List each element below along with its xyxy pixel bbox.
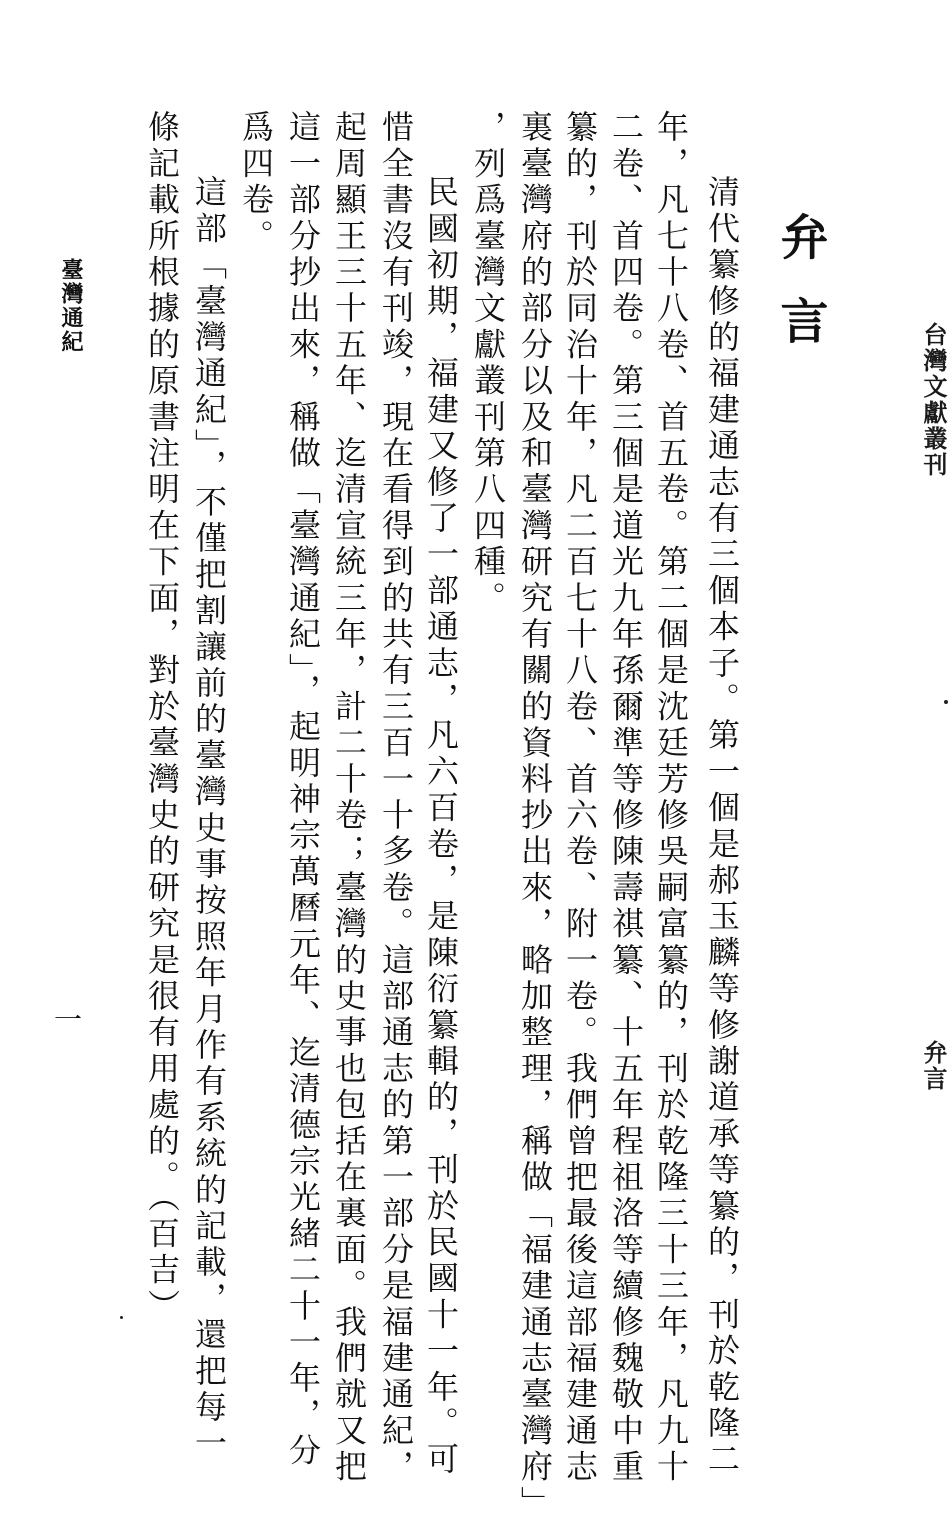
scan-speck	[944, 700, 948, 704]
text-column: 清代纂修的福建通志有三個本子。第一個是郝玉麟等修謝道承等纂的，刊於乾隆二	[703, 175, 741, 1479]
text-column: 二卷、首四卷。第三個是道光九年孫爾準等修陳壽祺纂、十五年程祖洛等續修魏敬中重	[607, 110, 645, 1486]
text-column: 這一部分抄出來，稱做「臺灣通紀」，起明神宗萬曆元年、迄清德宗光緒二十一年，分	[284, 110, 322, 1470]
running-foot: 臺灣通紀	[58, 258, 84, 354]
text-column: ，列爲臺灣文獻叢刊第八四種。	[469, 110, 507, 617]
page-number: 一	[54, 1003, 83, 1036]
text-column: 條記載所根據的原書注明在下面，對於臺灣史的研究是很有用處的。（百吉）	[143, 110, 181, 1325]
scan-speck	[120, 1316, 123, 1319]
text-column: 惜全書沒有刊竣，現在看得到的共有三百一十多卷。這部通志的第一部分是福建通紀，	[377, 110, 415, 1486]
text-column: 這部「臺灣通紀」，不僅把割讓前的臺灣史事按照年月作有系統的記載，還把每一	[190, 175, 228, 1463]
text-column: 爲四卷。	[237, 110, 275, 255]
running-head-lower: 弁言	[919, 1040, 948, 1092]
text-column: 裏臺灣府的部分以及和臺灣研究有關的資料抄出來，略加整理，稱做「福建通志臺灣府」	[516, 110, 554, 1522]
text-column: 民國初期，福建又修了一部通志，凡六百卷，是陳衍纂輯的，刊於民國十一年。可	[422, 175, 460, 1479]
text-column: 年，凡七十八卷、首五卷。第二個是沈廷芳修吳嗣富纂的，刊於乾隆三十三年，凡九十	[652, 110, 690, 1486]
running-head: 台灣文獻叢刊	[919, 322, 948, 478]
text-column: 起周顯王三十五年、迄清宣統三年，計二十卷；臺灣的史事也包括在裏面。我們就又把	[330, 110, 368, 1486]
text-column: 纂的，刊於同治十年，凡二百七十八卷、首六卷、附一卷。我們曾把最後這部福建通志	[561, 110, 599, 1486]
page-title: 弁言	[772, 212, 828, 380]
